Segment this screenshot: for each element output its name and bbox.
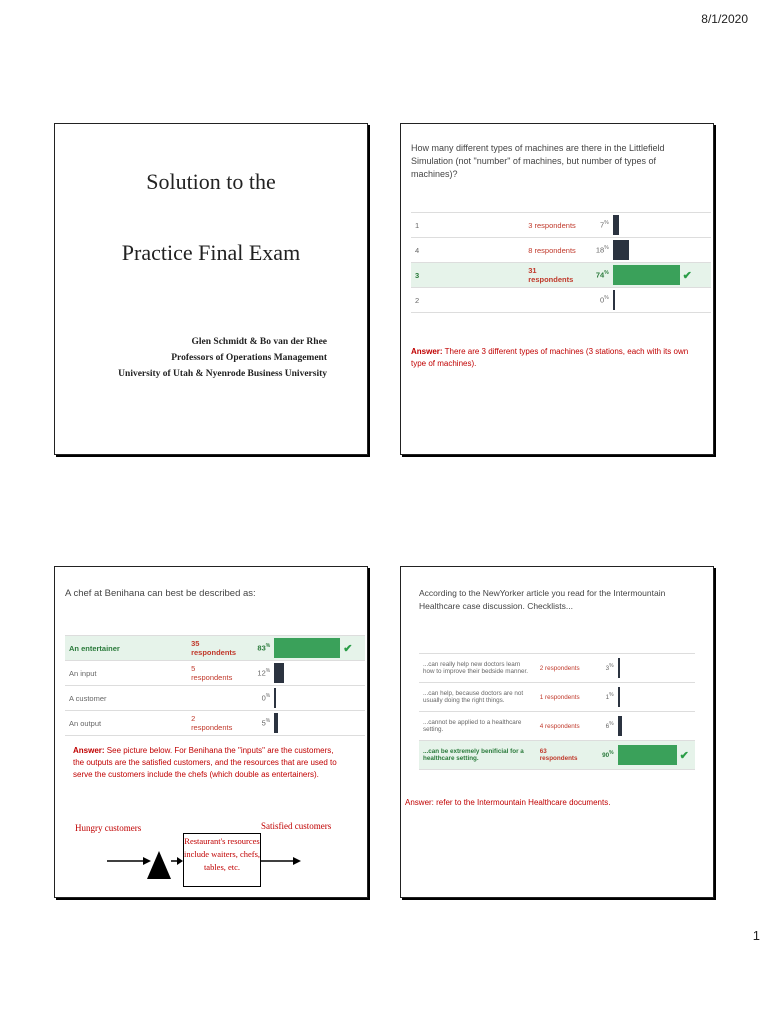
option-label: 2 bbox=[411, 288, 524, 313]
percentage bbox=[586, 712, 617, 741]
response-bar bbox=[274, 713, 278, 733]
poll-row bbox=[65, 686, 365, 711]
percentage bbox=[243, 686, 275, 711]
option-label: An output bbox=[65, 711, 187, 736]
respondent-count: 8 respondents bbox=[524, 238, 581, 263]
percentage bbox=[586, 741, 617, 770]
answer-text: Answer: refer to the Intermountain Healthcare documents. bbox=[405, 798, 611, 807]
diagram-input-label: Hungry customers bbox=[75, 823, 142, 833]
bar-cell bbox=[613, 213, 711, 238]
poll-row bbox=[411, 238, 711, 263]
percent-sign: % bbox=[609, 721, 614, 728]
percent-sign: % bbox=[604, 270, 609, 277]
percent-sign: % bbox=[265, 693, 271, 700]
checkmark-icon: ✔ bbox=[343, 642, 353, 655]
respondent-count: 35 respondents bbox=[187, 636, 242, 661]
roles: Professors of Operations Management bbox=[171, 353, 327, 363]
poll-row bbox=[65, 636, 365, 661]
percentage-value: 1 bbox=[605, 694, 610, 702]
percent-sign: % bbox=[604, 220, 609, 227]
percent-sign: % bbox=[265, 718, 271, 725]
poll-row bbox=[419, 683, 695, 712]
percentage-value: 0 bbox=[600, 295, 605, 305]
response-bar bbox=[613, 265, 680, 285]
respondent-count: 63 respondents bbox=[536, 741, 587, 770]
bar-cell bbox=[618, 683, 695, 712]
response-bar bbox=[613, 215, 619, 235]
option-label: An input bbox=[65, 661, 187, 686]
author-block bbox=[118, 334, 327, 382]
percent-sign: % bbox=[604, 295, 609, 302]
poll-row bbox=[411, 288, 711, 313]
answer-text bbox=[73, 745, 343, 781]
bar-cell bbox=[274, 636, 365, 661]
response-bar bbox=[274, 688, 276, 708]
slide-title bbox=[54, 123, 368, 455]
percentage-value: 6 bbox=[605, 723, 610, 731]
poll-row bbox=[419, 741, 695, 770]
bar-cell bbox=[274, 686, 365, 711]
percentage-value: 7 bbox=[600, 220, 605, 230]
bar-cell bbox=[618, 654, 695, 683]
answer-body: See picture below. For Benihana the "inputs" are the customers, the outputs are the satisfied customers, and the resources that are used to serve the customers include the chefs (which double as entertainers). bbox=[73, 746, 337, 779]
checkmark-icon: ✔ bbox=[679, 749, 689, 762]
poll-row bbox=[411, 213, 711, 238]
slide-title-line2: Practice Final Exam bbox=[121, 240, 301, 265]
option-label: 1 bbox=[411, 213, 524, 238]
percent-sign: % bbox=[609, 663, 614, 670]
percent-sign: % bbox=[609, 750, 614, 757]
slide-littlefield-question bbox=[400, 123, 714, 455]
bar-cell bbox=[274, 661, 365, 686]
resources-box: Restaurant's resources include waiters, chefs, tables, etc. bbox=[183, 833, 261, 887]
poll-row bbox=[419, 654, 695, 683]
poll-row bbox=[65, 711, 365, 736]
percentage bbox=[243, 661, 275, 686]
affiliations: University of Utah & Nyenrode Business University bbox=[118, 369, 327, 379]
percentage-value: 3 bbox=[605, 665, 610, 673]
bar-cell bbox=[613, 238, 711, 263]
respondent-count: 31 respondents bbox=[524, 263, 581, 288]
bar-cell bbox=[613, 263, 711, 288]
respondent-count bbox=[524, 288, 581, 313]
header-date: 8/1/2020 bbox=[701, 12, 748, 26]
option-label: An entertainer bbox=[65, 636, 187, 661]
percentage bbox=[581, 288, 612, 313]
option-label: 3 bbox=[411, 263, 524, 288]
response-bar bbox=[618, 716, 622, 736]
percentage bbox=[243, 711, 275, 736]
percentage-value: 12 bbox=[257, 668, 266, 678]
percentage bbox=[581, 238, 612, 263]
input-arrowhead-icon bbox=[143, 857, 151, 865]
response-bar bbox=[274, 663, 284, 683]
answer-label: Answer: bbox=[411, 347, 443, 356]
respondent-count: 5 respondents bbox=[187, 661, 242, 686]
response-bar bbox=[613, 290, 615, 310]
answer-text bbox=[411, 346, 691, 370]
option-label: 4 bbox=[411, 238, 524, 263]
percentage-value: 5 bbox=[261, 718, 266, 728]
question-text: A chef at Benihana can best be described as: bbox=[65, 588, 256, 599]
percentage bbox=[581, 213, 612, 238]
percentage-value: 18 bbox=[595, 245, 605, 255]
slide-checklist-question bbox=[400, 566, 714, 898]
option-label: ...cannot be applied to a healthcare setting. bbox=[419, 712, 536, 741]
bar-cell bbox=[613, 288, 711, 313]
page-number: 1 bbox=[752, 928, 760, 943]
response-bar bbox=[618, 687, 620, 707]
triangle-icon bbox=[147, 851, 171, 879]
percentage-value: 74 bbox=[595, 270, 605, 280]
poll-table bbox=[419, 653, 695, 770]
question-text: How many different types of machines are there in the Littlefield Simulation (not "number" of machines, but number of types of machines)? bbox=[411, 143, 665, 179]
question-text: According to the NewYorker article you read for the Intermountain Healthcare case discussion. Checklists... bbox=[419, 588, 666, 611]
answer-body: There are 3 different types of machines (3 stations, each with its own type of machines). bbox=[411, 347, 689, 368]
respondent-count: 2 respondents bbox=[536, 654, 587, 683]
percent-sign: % bbox=[265, 643, 271, 650]
diagram-output-label: Satisfied customers bbox=[261, 821, 332, 831]
response-bar bbox=[613, 240, 629, 260]
percent-sign: % bbox=[604, 245, 609, 252]
output-arrowhead-icon bbox=[293, 857, 301, 865]
poll-table bbox=[411, 212, 711, 313]
percentage bbox=[586, 654, 617, 683]
percentage-value: 0 bbox=[261, 693, 266, 703]
percentage bbox=[243, 636, 275, 661]
respondent-count bbox=[187, 686, 242, 711]
percentage-value: 83 bbox=[257, 643, 266, 653]
respondent-count: 2 respondents bbox=[187, 711, 242, 736]
percentage-value: 90 bbox=[602, 752, 610, 760]
slide-title-line1: Solution to the bbox=[146, 169, 276, 194]
poll-table bbox=[65, 635, 365, 736]
authors: Glen Schmidt & Bo van der Rhee bbox=[191, 337, 327, 347]
percentage bbox=[586, 683, 617, 712]
response-bar bbox=[274, 638, 340, 658]
checkmark-icon: ✔ bbox=[682, 269, 692, 282]
percent-sign: % bbox=[265, 668, 271, 675]
response-bar bbox=[618, 658, 620, 678]
percent-sign: % bbox=[609, 692, 614, 699]
slide-benihana-question bbox=[54, 566, 368, 898]
poll-row bbox=[65, 661, 365, 686]
respondent-count: 3 respondents bbox=[524, 213, 581, 238]
answer-label: Answer: bbox=[73, 746, 105, 755]
option-label: ...can help, because doctors are not usually doing the right things. bbox=[419, 683, 536, 712]
option-label: A customer bbox=[65, 686, 187, 711]
bar-cell bbox=[274, 711, 365, 736]
poll-row bbox=[419, 712, 695, 741]
option-label: ...can really help new doctors learn how to improve their bedside manner. bbox=[419, 654, 536, 683]
option-label: ...can be extremely benificial for a healthcare setting. bbox=[419, 741, 536, 770]
bar-cell bbox=[618, 741, 695, 770]
bar-cell bbox=[618, 712, 695, 741]
respondent-count: 4 respondents bbox=[536, 712, 587, 741]
percentage bbox=[581, 263, 612, 288]
respondent-count: 1 respondents bbox=[536, 683, 587, 712]
response-bar bbox=[618, 745, 677, 765]
poll-row bbox=[411, 263, 711, 288]
